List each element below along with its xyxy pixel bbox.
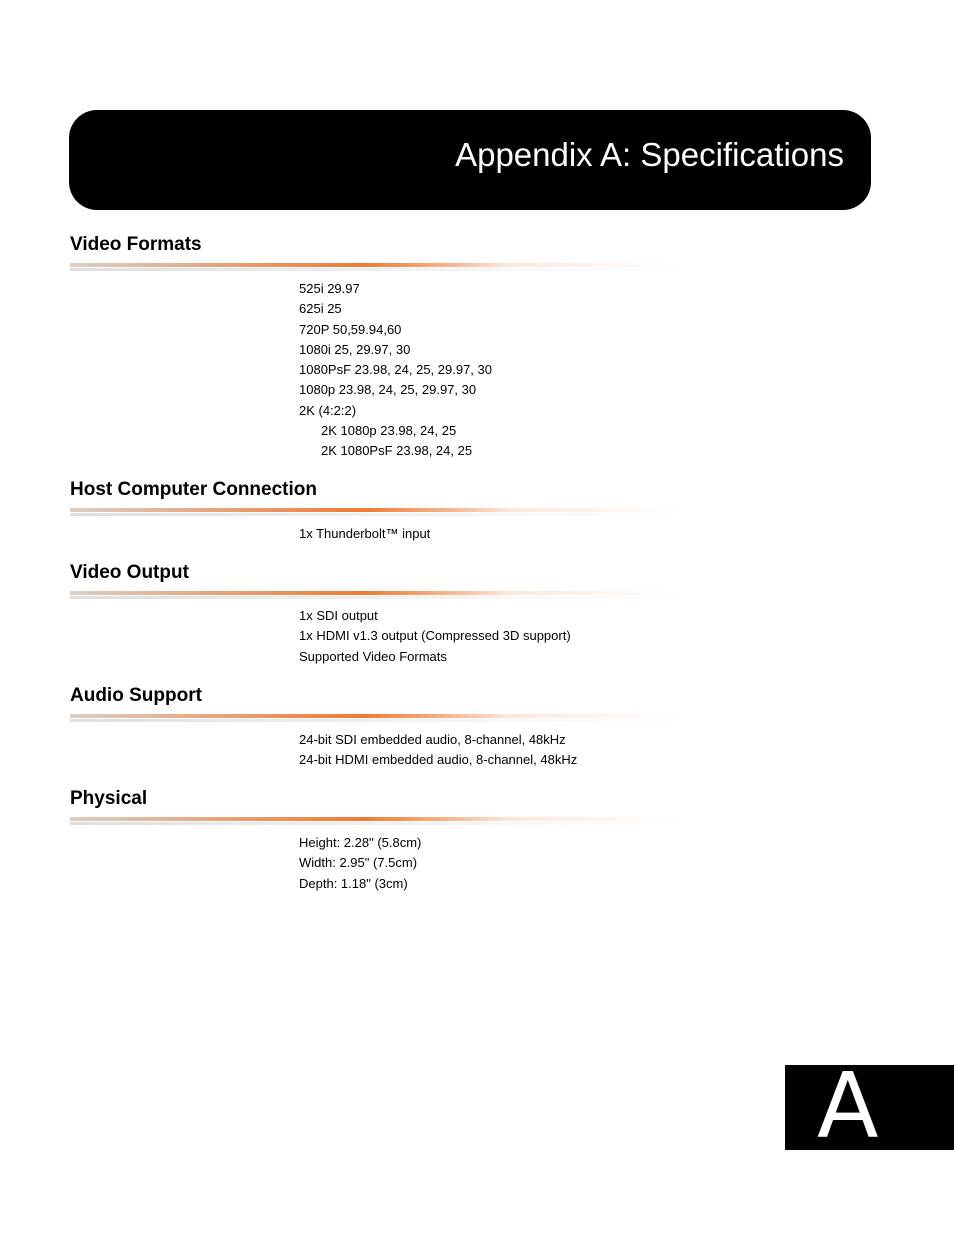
video-output-list: [299, 606, 571, 667]
list-item: 1080i 25, 29.97, 30: [299, 341, 411, 357]
section-heading: Video Formats: [70, 234, 202, 255]
list-item: 525i 29.97: [299, 281, 360, 296]
section-heading: Physical: [70, 788, 148, 809]
chapter-banner: [69, 110, 871, 210]
list-item: 720P 50,59.94,60: [299, 321, 402, 337]
list-item: 1x Thunderbolt™ input: [299, 526, 431, 541]
list-item: 24-bit HDMI embedded audio, 8-channel, 48kHz: [299, 752, 578, 768]
list-subitem: 2K 1080p 23.98, 24, 25: [321, 423, 457, 439]
section-host-computer-connection: [70, 478, 690, 517]
list-subitem: 2K 1080PsF 23.98, 24, 25: [321, 443, 473, 459]
section-divider: [70, 713, 680, 723]
list-item: 24-bit SDI embedded audio, 8-channel, 48kHz: [299, 732, 566, 747]
page-title: Appendix A: Specifications: [455, 136, 844, 173]
section-heading: Host Computer Connection: [70, 479, 317, 500]
section-physical: [70, 787, 690, 826]
section-heading: Video Output: [70, 562, 189, 583]
section-video-output: [70, 561, 690, 600]
chapter-tab-letter: A: [817, 1054, 879, 1159]
list-item: Height: 2.28" (5.8cm): [299, 835, 422, 850]
audio-support-list: [299, 730, 577, 771]
section-audio-support: [70, 684, 690, 723]
list-item: Width: 2.95" (7.5cm): [299, 855, 418, 871]
section-divider: [70, 590, 680, 600]
physical-list: [299, 833, 421, 894]
section-heading: Audio Support: [70, 685, 202, 706]
list-item: 1x HDMI v1.3 output (Compressed 3D support): [299, 628, 571, 644]
list-item: 2K (4:2:2): [299, 402, 357, 418]
list-item: Depth: 1.18" (3cm): [299, 875, 408, 891]
list-item: Supported Video Formats: [299, 648, 447, 664]
list-item: 1080p 23.98, 24, 25, 29.97, 30: [299, 382, 477, 398]
list-item: 1080PsF 23.98, 24, 25, 29.97, 30: [299, 362, 492, 378]
section-divider: [70, 262, 680, 272]
list-item: 625i 25: [299, 301, 342, 317]
list-item: 1x SDI output: [299, 608, 378, 623]
section-divider: [70, 507, 680, 517]
section-video-formats: [70, 233, 690, 272]
chapter-tab: [785, 1054, 954, 1159]
host-connection-list: [299, 524, 430, 544]
video-formats-list: [299, 279, 492, 462]
section-divider: [70, 816, 680, 826]
